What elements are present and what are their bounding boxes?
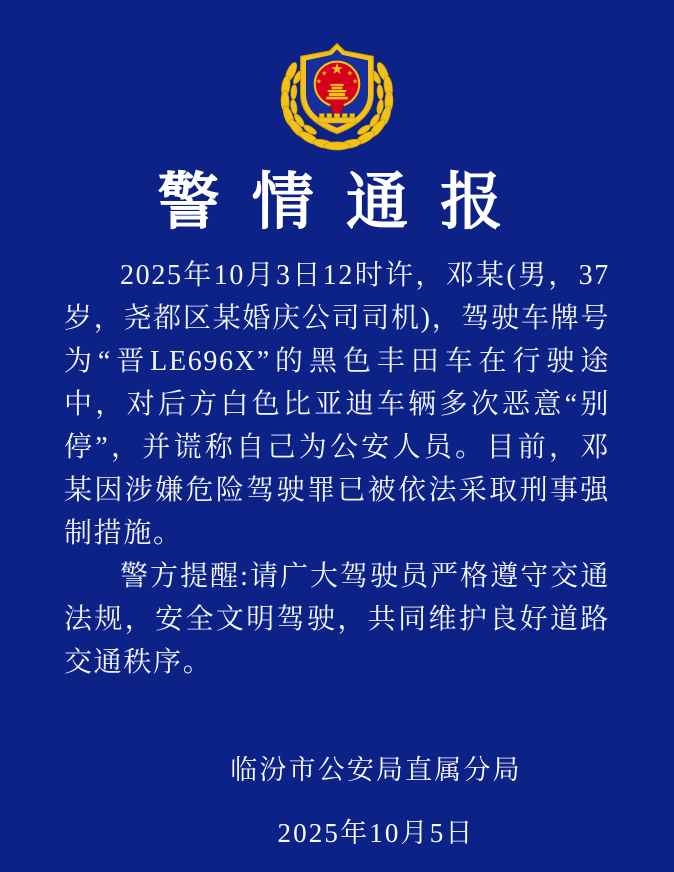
signature-block: [0, 750, 674, 853]
notice-body: [64, 254, 610, 684]
notice-title: 警情通报: [157, 169, 535, 237]
issue-date: 2025年10月5日: [277, 818, 475, 848]
issuing-authority: 临汾市公安局直属分局: [230, 755, 522, 785]
body-paragraph-2: 警方提醒:请广大驾驶员严格遵守交通法规，安全文明驾驶，共同维护良好道路交通秩序。: [64, 561, 610, 678]
police-badge-icon: [262, 30, 412, 154]
body-paragraph-1: 2025年10月3日12时许，邓某(男，37岁，尧都区某婚庆公司司机)，驾驶车牌号为“晋LE696X”的黑色丰田车在行驶途中，对后方白色比亚迪车辆多次恶意“别停”，并谎称自己为公安人员。目前，邓某因涉嫌危险驾驶罪已被依法采取刑事强制措施。: [64, 260, 610, 549]
